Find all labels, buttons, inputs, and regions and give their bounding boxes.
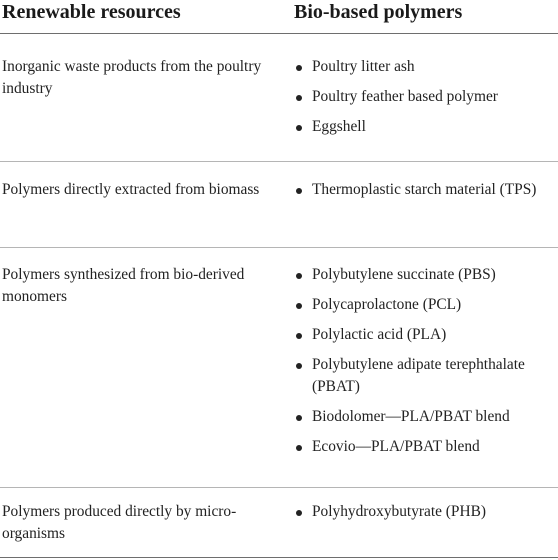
- list-item: [294, 264, 556, 286]
- table-row: [0, 34, 558, 162]
- polymer-name: Polylactic acid (PLA): [312, 326, 447, 343]
- list-item: [294, 179, 556, 201]
- list-item: [294, 354, 556, 398]
- resource-cell: Polymers directly extracted from biomass: [2, 181, 260, 198]
- table-row: [0, 248, 558, 488]
- list-item: [294, 56, 556, 78]
- bullet-icon: [296, 333, 302, 339]
- polymer-name: Poultry feather based polymer: [312, 88, 498, 105]
- list-item: [294, 436, 556, 458]
- list-item: [294, 116, 556, 138]
- bullet-icon: [296, 125, 302, 131]
- polymer-name: Polycaprolactone (PCL): [312, 296, 462, 313]
- polymer-name: Eggshell: [312, 118, 366, 135]
- resource-cell: Inorganic waste products from the poultry industry: [2, 58, 262, 97]
- polymer-name: Polyhydroxybutyrate (PHB): [312, 503, 486, 520]
- header-renewable-resources: Renewable resources: [2, 1, 181, 23]
- bullet-icon: [296, 273, 302, 279]
- header-bio-based-polymers: Bio-based polymers: [294, 1, 463, 23]
- bullet-icon: [296, 303, 302, 309]
- bullet-icon: [296, 415, 302, 421]
- table-row: [0, 488, 558, 558]
- polymer-list: [294, 264, 556, 466]
- polymer-list: [294, 56, 556, 146]
- bullet-icon: [296, 65, 302, 71]
- list-item: [294, 324, 556, 346]
- polymer-name: Ecovio—PLA/PBAT blend: [312, 438, 480, 455]
- bullet-icon: [296, 363, 302, 369]
- polymer-list: [294, 501, 556, 531]
- bullet-icon: [296, 188, 302, 194]
- list-item: [294, 501, 556, 523]
- bullet-icon: [296, 445, 302, 451]
- resource-cell: Polymers produced directly by micro-organisms: [2, 503, 237, 542]
- polymer-name: Polybutylene adipate terephthalate (PBAT): [312, 356, 525, 395]
- polymer-name: Biodolomer—PLA/PBAT blend: [312, 408, 510, 425]
- list-item: [294, 86, 556, 108]
- table-header: [0, 0, 558, 34]
- resource-cell: Polymers synthesized from bio-derived monomers: [2, 266, 245, 305]
- polymer-list: [294, 179, 556, 209]
- polymer-name: Polybutylene succinate (PBS): [312, 266, 496, 283]
- list-item: [294, 294, 556, 316]
- bullet-icon: [296, 510, 302, 516]
- bullet-icon: [296, 95, 302, 101]
- table-row: [0, 162, 558, 248]
- polymer-name: Thermoplastic starch material (TPS): [312, 181, 537, 198]
- polymer-name: Poultry litter ash: [312, 58, 415, 75]
- list-item: [294, 406, 556, 428]
